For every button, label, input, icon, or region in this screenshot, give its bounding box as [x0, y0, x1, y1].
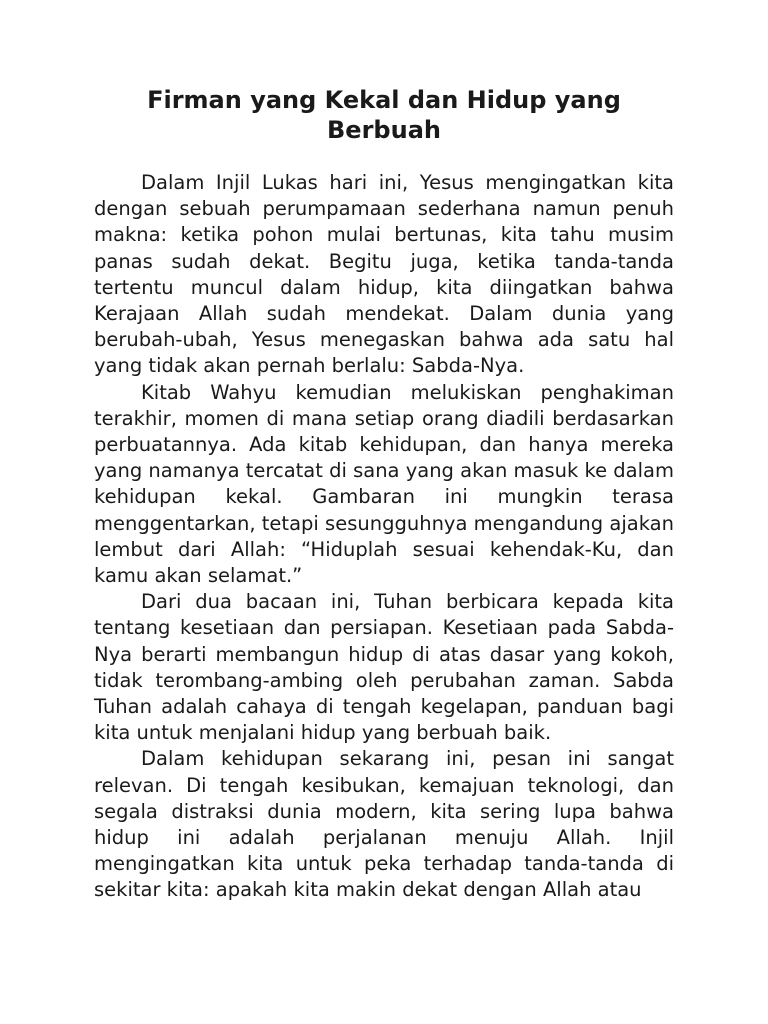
document-body [94, 170, 674, 904]
paragraph-2: Kitab Wahyu kemudian melukiskan penghakiman terakhir, momen di mana setiap orang diadili berdasarkan perbuatannya. Ada kitab kehidupan, dan hanya mereka yang namanya tercatat di sana yang akan masuk ke dalam kehidupan kekal. Gambaran ini mungkin terasa menggentarkan, tetapi sesungguhnya mengandung ajakan lembut dari Allah: “Hiduplah sesuai kehendak-Ku, dan kamu akan selamat.” [94, 380, 674, 588]
paragraph-3: Dari dua bacaan ini, Tuhan berbicara kepada kita tentang kesetiaan dan persiapan. Kesetiaan pada Sabda-Nya berarti membangun hidup di atas dasar yang kokoh, tidak terombang-ambing oleh perubahan zaman. Sabda Tuhan adalah cahaya di tengah kegelapan, panduan bagi kita untuk menjalani hidup yang berbuah baik. [94, 590, 674, 745]
paragraph-1: Dalam Injil Lukas hari ini, Yesus mengingatkan kita dengan sebuah perumpamaan sederhana namun penuh makna: ketika pohon mulai bertunas, kita tahu musim panas sudah dekat. Begitu juga, ketika tanda-tanda tertentu muncul dalam hidup, kita diingatkan bahwa Kerajaan Allah sudah mendekat. Dalam dunia yang berubah-ubah, Yesus menegaskan bahwa ada satu hal yang tidak akan pernah berlalu: Sabda-Nya. [94, 171, 674, 378]
paragraph-4: Dalam kehidupan sekarang ini, pesan ini sangat relevan. Di tengah kesibukan, kemajuan teknologi, dan segala distraksi dunia modern, kita sering lupa bahwa hidup ini adalah perjalanan menuju Allah. Injil mengingatkan kita untuk peka terhadap tanda-tanda di sekitar kita: apakah kita makin dekat dengan Allah atau [94, 747, 674, 902]
document-title: Firman yang Kekal dan Hidup yang Berbuah [147, 86, 621, 144]
